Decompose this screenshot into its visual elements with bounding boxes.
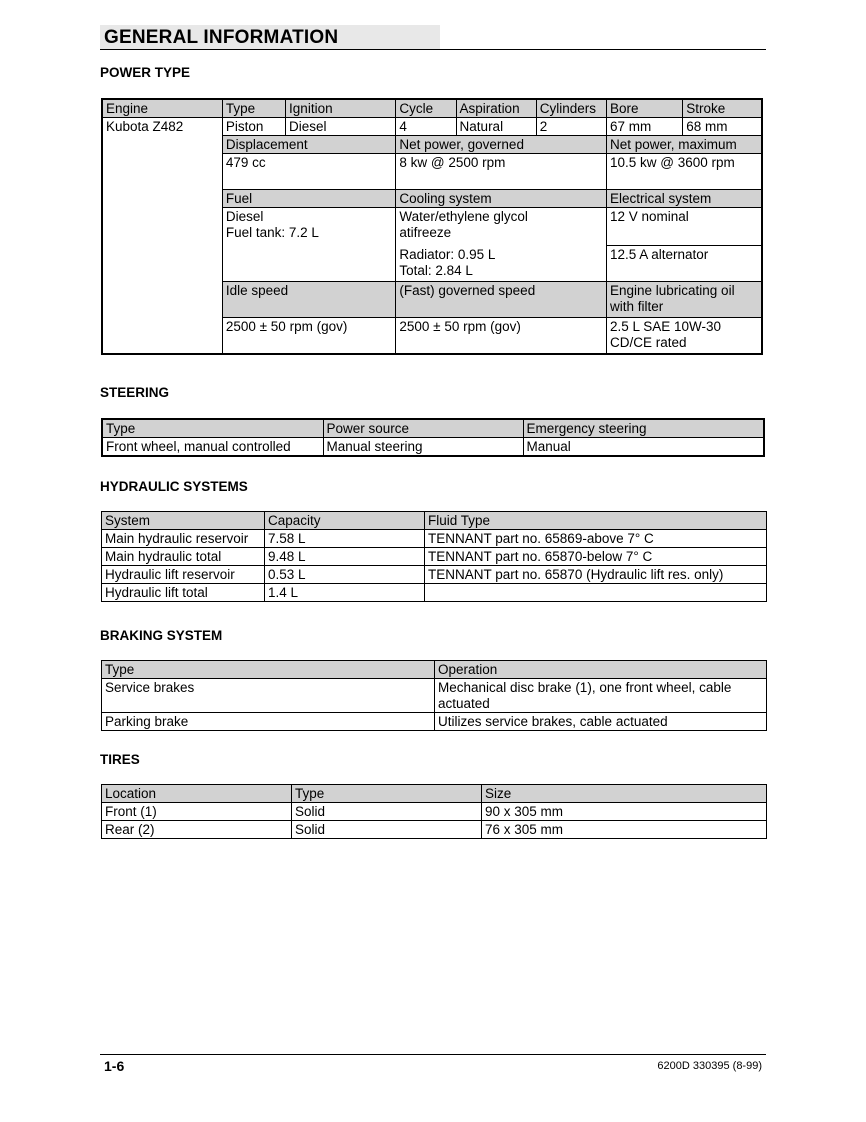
fluid-cell: TENNANT part no. 65870-below 7° C [425, 548, 767, 566]
header-cell: Type [222, 99, 285, 118]
table-row [102, 803, 767, 821]
capacity-cell: 9.48 L [265, 548, 425, 566]
header-cell: Idle speed [222, 282, 396, 318]
value-cell: 2500 ± 50 rpm (gov) [396, 318, 607, 354]
header-cell: Fuel [222, 190, 396, 208]
header-cell: (Fast) governed speed [396, 282, 607, 318]
capacity-cell: 7.58 L [265, 530, 425, 548]
table-row [102, 548, 767, 566]
header-cell: Engine [102, 99, 222, 118]
header-cell: Capacity [265, 512, 425, 530]
radiator-capacity: Radiator: 0.95 L [399, 246, 496, 262]
page-title: GENERAL INFORMATION [104, 27, 339, 48]
header-cell: Operation [435, 661, 767, 679]
header-cell: Type [102, 661, 435, 679]
tire-type-cell: Solid [292, 821, 482, 839]
brake-operation-cell: Mechanical disc brake (1), one front wheel, cable actuated [435, 679, 767, 713]
header-cell: Emergency steering [523, 419, 764, 438]
document-reference: 6200D 330395 (8-99) [657, 1060, 762, 1072]
value-cell: 12.5 A alternator [606, 246, 762, 282]
table-row [102, 679, 767, 713]
header-cell: Stroke [683, 99, 762, 118]
header-cell: Cooling system [396, 190, 607, 208]
fluid-cell [425, 584, 767, 602]
electrical-cell: 12 V nominal [606, 208, 762, 246]
capacity-cell: 1.4 L [265, 584, 425, 602]
power-type-table [101, 98, 763, 355]
value-cell: Piston [222, 118, 285, 136]
value-cell: 479 cc [222, 154, 396, 190]
steering-value-row [102, 438, 764, 457]
header-cell: Type [292, 785, 482, 803]
value-cell: Manual steering [323, 438, 523, 457]
section-title-steering: STEERING [100, 385, 170, 400]
total-capacity: Total: 2.84 L [399, 262, 473, 278]
value-cell: 2.5 L SAE 10W-30 CD/CE rated [606, 318, 762, 354]
header-cell: Electrical system [606, 190, 762, 208]
power-header-row [102, 99, 762, 118]
fluid-cell: TENNANT part no. 65869-above 7° C [425, 530, 767, 548]
fuel-cell [222, 208, 396, 282]
header-cell: Displacement [222, 136, 396, 154]
fuel-tank: Fuel tank: 7.2 L [225, 225, 319, 240]
header-cell: Net power, governed [396, 136, 607, 154]
value-cell: 67 mm [606, 118, 682, 136]
header-cell: Power source [323, 419, 523, 438]
header-cell: Bore [606, 99, 682, 118]
braking-table [101, 660, 767, 731]
fuel-type: Diesel [225, 209, 264, 224]
cooling-capacity-cell [396, 246, 607, 282]
tire-location-cell: Rear (2) [102, 821, 292, 839]
header-cell: Cycle [396, 99, 456, 118]
system-cell: Hydraulic lift total [102, 584, 265, 602]
header-cell: Fluid Type [425, 512, 767, 530]
header-cell: Cylinders [536, 99, 606, 118]
table-row [102, 530, 767, 548]
section-title-tires: TIRES [100, 752, 140, 767]
tires-table [101, 784, 767, 839]
table-row [102, 584, 767, 602]
value-cell: 68 mm [683, 118, 762, 136]
value-cell: 8 kw @ 2500 rpm [396, 154, 607, 190]
value-cell: Front wheel, manual controlled [102, 438, 323, 457]
steering-table [101, 418, 765, 457]
header-cell: Type [102, 419, 323, 438]
cooling-type: Water/ethylene glycol atifreeze [399, 209, 528, 240]
value-cell: Natural [456, 118, 536, 136]
hydraulic-table [101, 511, 767, 602]
footer-rule [100, 1054, 766, 1055]
header-cell: Size [482, 785, 767, 803]
tire-type-cell: Solid [292, 803, 482, 821]
hydraulic-header-row [102, 512, 767, 530]
value-cell: 10.5 kw @ 3600 rpm [606, 154, 762, 190]
system-cell: Main hydraulic total [102, 548, 265, 566]
brake-type-cell: Service brakes [102, 679, 435, 713]
steering-header-row [102, 419, 764, 438]
title-rule [100, 49, 766, 50]
fluid-cell: TENNANT part no. 65870 (Hydraulic lift res. only) [425, 566, 767, 584]
table-row [102, 566, 767, 584]
tires-header-row [102, 785, 767, 803]
header-cell: System [102, 512, 265, 530]
header-cell: Location [102, 785, 292, 803]
tire-location-cell: Front (1) [102, 803, 292, 821]
system-cell: Hydraulic lift reservoir [102, 566, 265, 584]
value-cell: 2 [536, 118, 606, 136]
table-row [102, 821, 767, 839]
brake-type-cell: Parking brake [102, 713, 435, 731]
table-row [102, 713, 767, 731]
section-title-hydraulic: HYDRAULIC SYSTEMS [100, 479, 248, 494]
value-cell: Manual [523, 438, 764, 457]
header-cell: Aspiration [456, 99, 536, 118]
cooling-cell [396, 208, 607, 246]
brake-operation-cell: Utilizes service brakes, cable actuated [435, 713, 767, 731]
header-cell: Engine lubricating oil with filter [606, 282, 762, 318]
header-cell: Ignition [286, 99, 396, 118]
tire-size-cell: 90 x 305 mm [482, 803, 767, 821]
value-cell: 2500 ± 50 rpm (gov) [222, 318, 396, 354]
section-title-braking: BRAKING SYSTEM [100, 628, 223, 643]
header-cell: Net power, maximum [606, 136, 762, 154]
power-value-row [102, 118, 762, 136]
braking-header-row [102, 661, 767, 679]
tire-size-cell: 76 x 305 mm [482, 821, 767, 839]
system-cell: Main hydraulic reservoir [102, 530, 265, 548]
section-title-power-type: POWER TYPE [100, 65, 191, 80]
value-cell: Diesel [286, 118, 396, 136]
page-number: 1-6 [104, 1058, 125, 1074]
capacity-cell: 0.53 L [265, 566, 425, 584]
engine-model-cell: Kubota Z482 [102, 118, 222, 354]
value-cell: 4 [396, 118, 456, 136]
